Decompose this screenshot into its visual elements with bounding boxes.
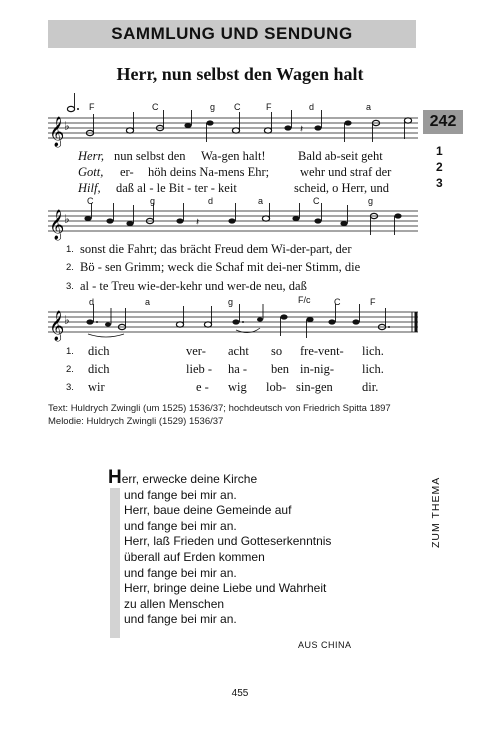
music-staff: [48, 110, 418, 150]
song-title: Herr, nun selbst den Wagen halt: [116, 64, 364, 84]
lyric-verse1: lich.: [362, 344, 384, 358]
chord-symbol: a: [366, 102, 372, 112]
treble-clef-icon: 𝄞: [49, 117, 65, 147]
flat-icon: ♭: [64, 313, 70, 327]
lyric-verse2: ha -: [228, 362, 248, 376]
page-number: 455: [231, 688, 249, 699]
section-title: SAMMLUNG UND SENDUNG: [111, 24, 353, 43]
chord-symbol: C: [152, 102, 159, 112]
lyric-verse1: Wa-gen halt!: [201, 149, 266, 163]
lyric-verse1: sonst die Fahrt; das brächt Freud dem Wi-der-part, der: [80, 242, 352, 256]
chord-symbol: F: [370, 297, 376, 307]
chord-symbol: C: [234, 102, 241, 112]
chord-symbol: d: [89, 297, 95, 307]
lyric-verse3: sin-gen: [296, 380, 333, 394]
prayer-line: Herr, laß Frieden und Gotteserkenntnis: [124, 534, 332, 549]
lyric-verse3: Hilf,: [78, 181, 101, 195]
lyric-verse1: dich: [88, 344, 110, 358]
verse-label: 3.: [66, 281, 74, 292]
prayer-line: err, erwecke deine Kirche: [121, 472, 258, 486]
lyric-verse2: er-: [120, 165, 134, 179]
prayer-line: zu allen Menschen: [124, 596, 225, 611]
prayer-line: und fange bei mir an.: [124, 565, 237, 580]
chord-symbol: C: [334, 297, 341, 307]
verse-label: 1.: [66, 346, 74, 357]
chord-symbol: g: [228, 297, 234, 307]
lyric-verse3: wig: [228, 380, 247, 394]
lyric-verse2: dich: [88, 362, 110, 376]
chord-symbol: F: [266, 102, 272, 112]
lyric-verse3: daß al - le Bit - ter - keit: [116, 181, 237, 195]
prayer-dropcap: H: [108, 467, 122, 488]
rest-icon: 𝄽: [196, 217, 200, 228]
chord-symbol: F: [89, 102, 95, 112]
lyric-verse3: al - te Treu wie-der-kehr und wer-de neu, daß: [80, 279, 307, 293]
lyric-verse3: wir: [88, 380, 105, 394]
chord-symbol: g: [150, 196, 156, 206]
prayer-line: Herr, bringe deine Liebe und Wahrheit: [124, 581, 327, 596]
lyric-verse1: nun selbst den: [114, 149, 186, 163]
lyric-verse2: ben: [271, 362, 290, 376]
lyric-verse3: dir.: [362, 380, 379, 394]
lyric-verse1: so: [271, 344, 283, 358]
prayer-line: und fange bei mir an.: [124, 487, 237, 502]
prayer-text: [108, 467, 332, 628]
prayer-line: und fange bei mir an.: [124, 518, 237, 533]
flat-icon: ♭: [64, 212, 70, 226]
lyric-verse2: wehr und straf der: [300, 165, 392, 179]
music-staff: [48, 304, 418, 344]
lyric-verse3: e -: [196, 380, 209, 394]
verse-number: 3: [436, 176, 443, 190]
rest-icon: 𝄽: [300, 124, 304, 135]
chord-symbol: g: [210, 102, 216, 112]
chord-symbol: d: [309, 102, 315, 112]
flat-icon: ♭: [64, 119, 70, 133]
lyric-verse1: Bald ab-seit geht: [298, 149, 383, 163]
lyric-verse1: fre-vent-: [300, 344, 344, 358]
music-staff: [48, 203, 418, 243]
lyric-verse2: höh deins Na-mens Ehr;: [148, 165, 270, 179]
lyric-verse2: Gott,: [78, 165, 104, 179]
song-credits: [48, 402, 391, 428]
chord-symbol: a: [145, 297, 151, 307]
lyric-verse1: acht: [228, 344, 249, 358]
verse-number: 2: [436, 160, 443, 174]
treble-clef-icon: 𝄞: [49, 210, 65, 240]
verse-label: 1.: [66, 244, 74, 255]
verse-number: 1: [436, 144, 443, 158]
verse-label: 3.: [66, 382, 74, 393]
lyric-verse2: lieb -: [186, 362, 213, 376]
side-label: ZUM THEMA: [430, 476, 442, 548]
lyric-verse3: lob-: [266, 380, 287, 394]
treble-clef-icon: 𝄞: [49, 311, 65, 341]
lyric-verse1: ver-: [186, 344, 206, 358]
section-header: [48, 20, 416, 48]
prayer-line: überall auf Erden kommen: [124, 549, 265, 564]
chord-symbol: C: [87, 196, 94, 206]
lyric-verse1: Herr,: [78, 149, 105, 163]
chord-symbol: d: [208, 196, 214, 206]
text-credit: Text: Huldrych Zwingli (um 1525) 1536/37; hochdeutsch von Friedrich Spitta 1897: [48, 403, 391, 414]
chord-symbol: F/c: [298, 295, 311, 305]
prayer-line: und fange bei mir an.: [124, 612, 237, 627]
lyric-verse2: lich.: [362, 362, 384, 376]
melody-credit: Melodie: Huldrych Zwingli (1529) 1536/37: [48, 416, 224, 427]
chord-symbol: a: [258, 196, 264, 206]
hymn-number: 242: [423, 110, 463, 134]
verse-label: 2.: [66, 364, 74, 375]
lyric-verse2: Bö - sen Grimm; weck die Schaf mit dei-ner Stimm, die: [80, 260, 361, 274]
chord-symbol: C: [313, 196, 320, 206]
prayer-source: AUS CHINA: [298, 640, 352, 650]
chord-symbol: g: [368, 196, 374, 206]
prayer-line: Herr, baue deine Gemeinde auf: [124, 503, 292, 518]
lyric-verse3: scheid, o Herr, und: [294, 181, 389, 195]
pickup-half-note-icon: [66, 92, 80, 114]
lyric-verse2: in-nig-: [300, 362, 335, 376]
verse-label: 2.: [66, 262, 74, 273]
